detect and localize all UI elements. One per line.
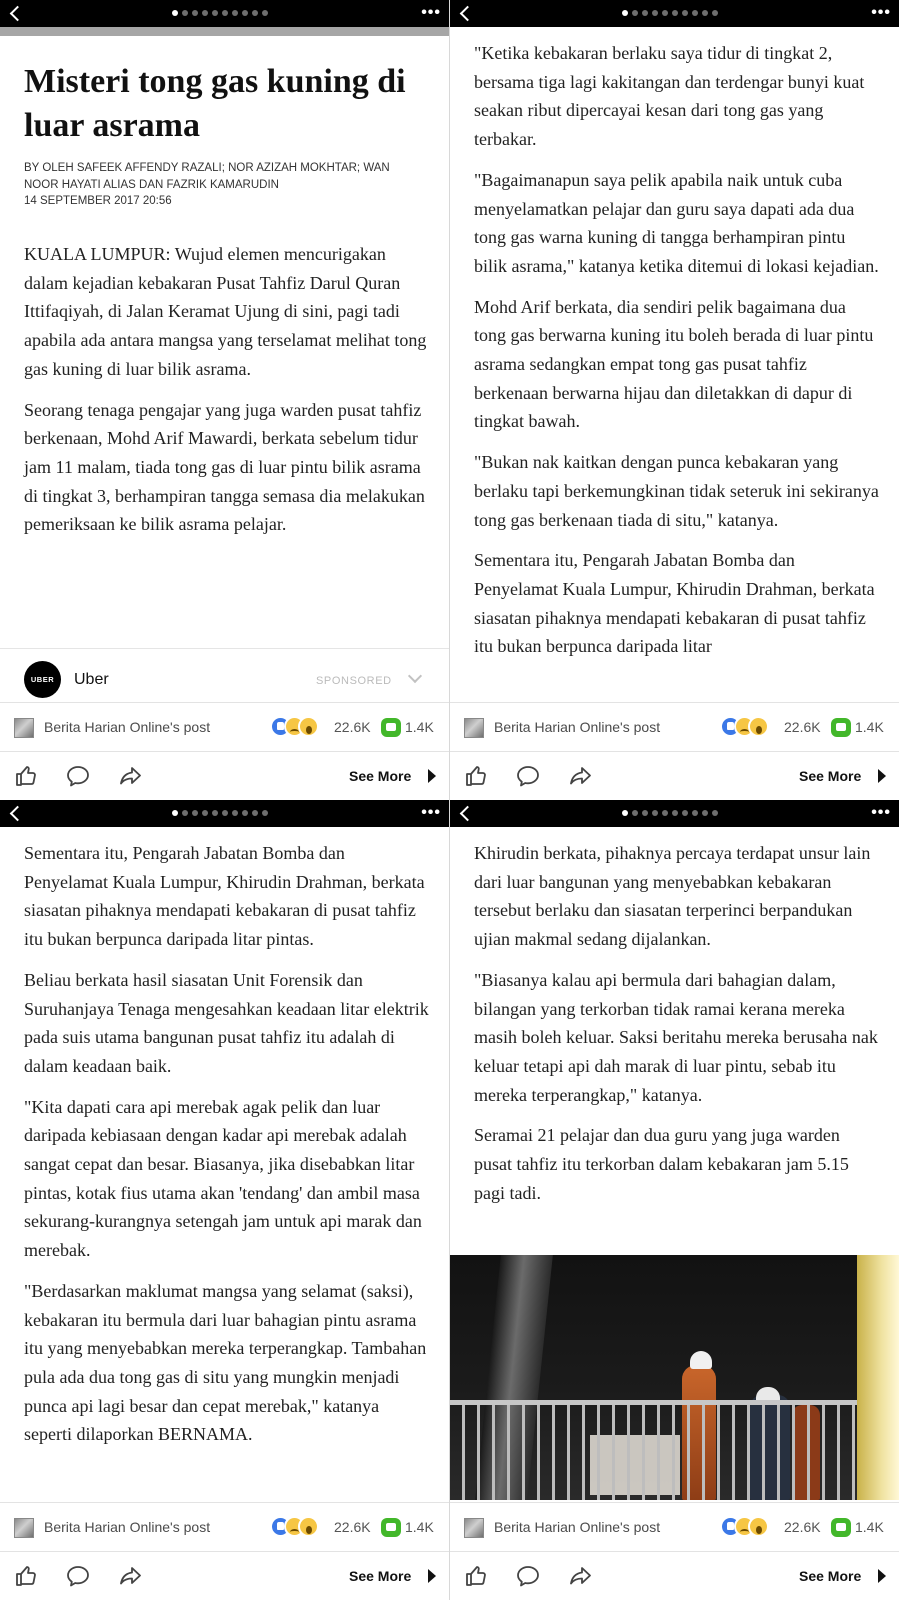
page-dot bbox=[712, 10, 718, 16]
page-dot bbox=[662, 10, 668, 16]
article-panel-3 bbox=[0, 800, 449, 1600]
see-more-button[interactable]: See More bbox=[799, 768, 862, 784]
like-button-icon[interactable] bbox=[14, 1564, 38, 1588]
balcony-railing-bars bbox=[450, 1405, 857, 1500]
page-dot bbox=[652, 10, 658, 16]
paragraph: "Berdasarkan maklumat mangsa yang selamat (saksi), kebakaran itu bermula dari luar bahagian pintu asrama itu yang menyebabkan mereka terperangkap. Tambahan pula ada dua tong gas di situ yang mungkin menjadi punca api lagi besar dan cepat merebak," katanya seperti dilaporkan BERNAMA. bbox=[24, 1280, 427, 1445]
comment-count[interactable]: 1.4K bbox=[405, 1519, 434, 1535]
page-dot bbox=[642, 10, 648, 16]
wow-reaction-icon bbox=[298, 716, 319, 737]
more-options-icon[interactable]: ••• bbox=[871, 4, 891, 21]
back-arrow-icon[interactable] bbox=[456, 2, 478, 24]
article-headline: Misteri tong gas kuning di luar asrama bbox=[24, 63, 406, 144]
page-dot bbox=[622, 810, 628, 816]
reaction-count[interactable]: 22.6K bbox=[784, 1519, 821, 1535]
page-dot bbox=[222, 810, 228, 816]
reactions-summary[interactable] bbox=[720, 1516, 780, 1538]
page-dot bbox=[692, 810, 698, 816]
reaction-count[interactable]: 22.6K bbox=[334, 719, 371, 735]
page-dot bbox=[232, 10, 238, 16]
wow-reaction-icon bbox=[298, 1516, 319, 1537]
article-body bbox=[24, 240, 429, 551]
page-dot bbox=[622, 10, 628, 16]
comment-count[interactable]: 1.4K bbox=[855, 719, 884, 735]
load-progress-bar bbox=[0, 27, 449, 36]
top-bar bbox=[450, 0, 899, 27]
paragraph: "Biasanya kalau api bermula dari bahagian dalam, bilangan yang terkorban tidak ramai kerana mereka masih boleh keluar. Saksi beritahu mereka berusaha nak keluar tetapi api dah marak di luar pintu, sebab itu mereka terperangkap," katanya. bbox=[474, 969, 878, 1105]
comment-button-icon[interactable] bbox=[516, 1565, 540, 1587]
chevron-down-icon[interactable] bbox=[408, 669, 422, 683]
page-dot bbox=[172, 810, 178, 816]
comment-count[interactable]: 1.4K bbox=[855, 1519, 884, 1535]
page-dot bbox=[252, 810, 258, 816]
action-row bbox=[450, 752, 899, 800]
page-indicator bbox=[622, 10, 718, 16]
page-dot bbox=[262, 10, 268, 16]
paragraph: "Kita dapati cara api merebak agak pelik dan luar daripada kebiasaan dengan kadar api merebak adalah sangat cepat dan besar. Biasanya, jika disebabkan litar pintas, kotak fius utama akan 'tendang' dan ambil masa sekurang-kurangnya setengah jam untuk api marak dan merebak. bbox=[24, 1096, 422, 1261]
play-arrow-icon[interactable] bbox=[428, 769, 436, 783]
page-dot bbox=[662, 810, 668, 816]
page-dot bbox=[232, 810, 238, 816]
post-source-label[interactable]: Berita Harian Online's post bbox=[44, 1519, 211, 1535]
article-body bbox=[474, 839, 879, 1219]
top-bar bbox=[450, 800, 899, 827]
top-bar bbox=[0, 0, 449, 27]
byline-date: 14 SEPTEMBER 2017 20:56 bbox=[24, 195, 172, 207]
page-thumbnail-icon bbox=[464, 718, 484, 738]
post-source-label[interactable]: Berita Harian Online's post bbox=[494, 1519, 661, 1535]
paragraph: Sementara itu, Pengarah Jabatan Bomba dan Penyelamat Kuala Lumpur, Khirudin Drahman, berkata siasatan pihaknya mendapati kebakaran di pusat tahfiz itu bukan berpunca daripada litar pintas. bbox=[24, 843, 425, 950]
page-dot bbox=[192, 10, 198, 16]
paragraph: "Bukan nak kaitkan dengan punca kebakaran yang berlaku tapi berkemungkinan tidak seteruk ini sekiranya tong gas berkenaan tiada di situ," katanya. bbox=[474, 452, 879, 530]
page-dot bbox=[262, 810, 268, 816]
page-dot bbox=[702, 10, 708, 16]
post-source-label[interactable]: Berita Harian Online's post bbox=[494, 719, 661, 735]
page-dot bbox=[212, 10, 218, 16]
advertiser-name: Uber bbox=[74, 671, 109, 688]
article-photo[interactable] bbox=[450, 1255, 899, 1500]
article-panel-1 bbox=[0, 0, 449, 800]
page-dot bbox=[182, 810, 188, 816]
article-panel-4 bbox=[450, 800, 899, 1600]
helmet-shape bbox=[690, 1351, 712, 1369]
page-dot bbox=[202, 10, 208, 16]
action-row bbox=[0, 752, 449, 800]
page-indicator bbox=[172, 810, 268, 816]
reactions-summary[interactable] bbox=[270, 1516, 330, 1538]
share-button-icon[interactable] bbox=[568, 1564, 592, 1588]
back-arrow-icon[interactable] bbox=[6, 802, 28, 824]
post-info-row bbox=[450, 703, 899, 752]
see-more-button[interactable]: See More bbox=[349, 768, 412, 784]
uber-logo: UBER bbox=[24, 661, 61, 698]
comment-button-icon[interactable] bbox=[66, 1565, 90, 1587]
paragraph: "Ketika kebakaran berlaku saya tidur di tingkat 2, bersama tiga lagi kakitangan dan terdengar bunyi kuat seakan ribut dipercayai kesan dari tong gas yang terbakar. bbox=[474, 43, 865, 150]
page-thumbnail-icon bbox=[14, 1518, 34, 1538]
more-options-icon[interactable]: ••• bbox=[871, 804, 891, 821]
comment-count-icon bbox=[831, 718, 851, 737]
reactions-summary[interactable] bbox=[270, 716, 330, 738]
more-options-icon[interactable]: ••• bbox=[421, 4, 441, 21]
post-footer bbox=[0, 702, 449, 800]
paragraph: KUALA LUMPUR: Wujud elemen mencurigakan dalam kejadian kebakaran Pusat Tahfiz Darul Quran Ittifaqiyah, di Jalan Keramat Ujung di sini, pagi tadi apabila ada antara mangsa yang terselamat melihat tong gas kuning di luar bilik asrama. bbox=[24, 244, 427, 379]
post-footer bbox=[450, 1502, 899, 1600]
page-dot bbox=[682, 810, 688, 816]
page-dot bbox=[632, 810, 638, 816]
page-indicator bbox=[172, 10, 268, 16]
comment-count-icon bbox=[381, 1518, 401, 1537]
page-thumbnail-icon bbox=[14, 718, 34, 738]
action-row bbox=[0, 1552, 449, 1600]
paragraph: Seramai 21 pelajar dan dua guru yang juga warden pusat tahfiz itu terkorban dalam kebakaran jam 5.15 pagi tadi. bbox=[474, 1125, 849, 1203]
like-button-icon[interactable] bbox=[464, 1564, 488, 1588]
page-dot bbox=[632, 10, 638, 16]
page-dot bbox=[182, 10, 188, 16]
play-arrow-icon[interactable] bbox=[428, 1569, 436, 1583]
page-indicator bbox=[622, 810, 718, 816]
reaction-count[interactable]: 22.6K bbox=[334, 1519, 371, 1535]
post-info-row bbox=[0, 1503, 449, 1552]
page-dot bbox=[252, 10, 258, 16]
reactions-summary[interactable] bbox=[720, 716, 780, 738]
post-footer bbox=[450, 702, 899, 800]
page-dot bbox=[672, 10, 678, 16]
page-dot bbox=[652, 810, 658, 816]
reaction-count[interactable]: 22.6K bbox=[784, 719, 821, 735]
post-info-row bbox=[450, 1503, 899, 1552]
paragraph: Sementara itu, Pengarah Jabatan Bomba dan Penyelamat Kuala Lumpur, Khirudin Drahman, berkata siasatan pihaknya mendapati kebakaran di pusat tahfiz itu bukan berpunca daripada litar bbox=[474, 550, 875, 657]
page-thumbnail-icon bbox=[464, 1518, 484, 1538]
like-button-icon[interactable] bbox=[14, 764, 38, 788]
wow-reaction-icon bbox=[748, 716, 769, 737]
page-dot bbox=[212, 810, 218, 816]
page-dot bbox=[642, 810, 648, 816]
action-row bbox=[450, 1552, 899, 1600]
paragraph: "Bagaimanapun saya pelik apabila naik untuk cuba menyelamatkan pelajar dan guru saya dapati ada dua tong gas warna kuning di tangga berhampiran pintu bilik asrama," katanya ketika ditemui di lokasi kejadian. bbox=[474, 169, 879, 276]
page-dot bbox=[202, 810, 208, 816]
yellow-wall bbox=[857, 1255, 899, 1500]
comment-button-icon[interactable] bbox=[66, 765, 90, 787]
play-arrow-icon[interactable] bbox=[878, 769, 886, 783]
comment-count-icon bbox=[381, 718, 401, 737]
share-button-icon[interactable] bbox=[118, 764, 142, 788]
paragraph: Seorang tenaga pengajar yang juga warden pusat tahfiz berkenaan, Mohd Arif Mawardi, berkata sebelum tidur jam 11 malam, tiada tong gas di luar pintu bilik asrama di tingkat 3, berhampiran tangga semasa dia melakukan pemeriksaan ke bilik asrama pelajar. bbox=[24, 399, 425, 535]
page-dot bbox=[222, 10, 228, 16]
page-dot bbox=[242, 10, 248, 16]
page-dot bbox=[242, 810, 248, 816]
article-body bbox=[474, 39, 879, 673]
page-dot bbox=[702, 810, 708, 816]
see-more-button[interactable]: See More bbox=[349, 1568, 412, 1584]
post-info-row bbox=[0, 703, 449, 752]
see-more-button[interactable]: See More bbox=[799, 1568, 862, 1584]
share-button-icon[interactable] bbox=[118, 1564, 142, 1588]
page-dot bbox=[692, 10, 698, 16]
byline-authors: BY OLEH SAFEEK AFFENDY RAZALI; NOR AZIZAH MOKHTAR; WAN NOOR HAYATI ALIAS DAN FAZRIK KAMARUDIN bbox=[24, 162, 390, 191]
post-footer bbox=[0, 1502, 449, 1600]
like-button-icon[interactable] bbox=[464, 764, 488, 788]
back-arrow-icon[interactable] bbox=[6, 2, 28, 24]
article-panel-2 bbox=[450, 0, 899, 800]
more-options-icon[interactable]: ••• bbox=[421, 804, 441, 821]
paragraph: Mohd Arif berkata, dia sendiri pelik bagaimana dua tong gas berwarna kuning itu boleh berada di luar pintu asrama sedangkan empat tong gas pusat tahfiz berkenaan berwarna hijau dan diletakkan di dapur di tingkat bawah. bbox=[474, 296, 874, 432]
paragraph: Khirudin berkata, pihaknya percaya terdapat unsur lain dari luar bangunan yang menyebabkan kebakaran tersebut berlaku dan siasatan terperinci berpandukan ujian makmal sedang dijalankan. bbox=[474, 843, 871, 950]
comment-button-icon[interactable] bbox=[516, 765, 540, 787]
page-dot bbox=[172, 10, 178, 16]
post-source-label[interactable]: Berita Harian Online's post bbox=[44, 719, 211, 735]
page-dot bbox=[672, 810, 678, 816]
play-arrow-icon[interactable] bbox=[878, 1569, 886, 1583]
page-dot bbox=[682, 10, 688, 16]
page-dot bbox=[192, 810, 198, 816]
article-body bbox=[24, 839, 429, 1461]
page-dot bbox=[712, 810, 718, 816]
share-button-icon[interactable] bbox=[568, 764, 592, 788]
paragraph: Beliau berkata hasil siasatan Unit Forensik dan Suruhanjaya Tenaga mengesahkan keadaan litar elektrik pada suis utama bangunan pusat tahfiz itu adalah di dalam keadaan baik. bbox=[24, 969, 429, 1076]
sponsored-ad[interactable] bbox=[0, 648, 449, 703]
sponsored-label: SPONSORED bbox=[316, 675, 392, 687]
comment-count[interactable]: 1.4K bbox=[405, 719, 434, 735]
comment-count-icon bbox=[831, 1518, 851, 1537]
top-bar bbox=[0, 800, 449, 827]
back-arrow-icon[interactable] bbox=[456, 802, 478, 824]
article-byline bbox=[24, 160, 414, 210]
wow-reaction-icon bbox=[748, 1516, 769, 1537]
